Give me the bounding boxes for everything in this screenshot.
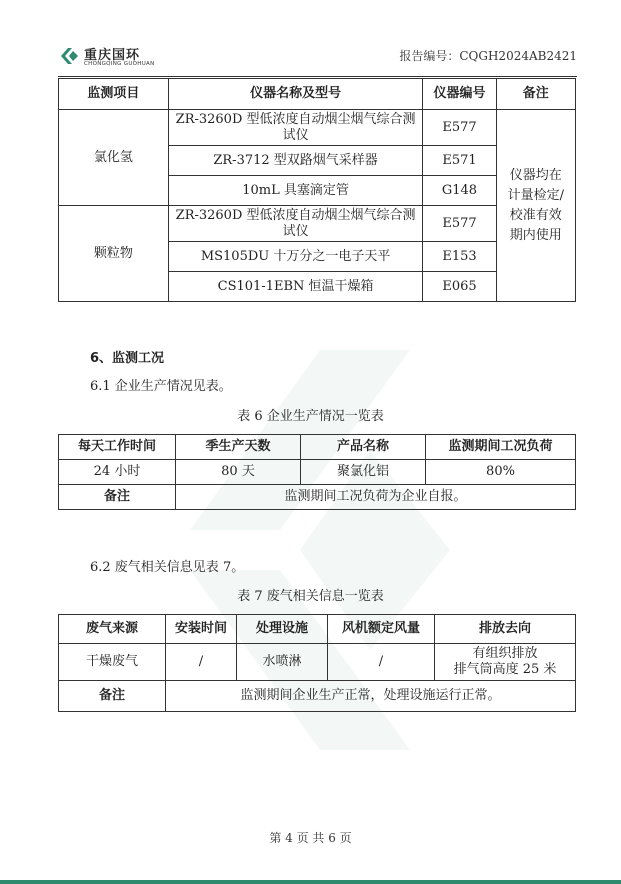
cell-work-hours: 24 小时 (59, 460, 176, 485)
instrument-id: G148 (423, 176, 496, 206)
instrument-name: MS105DU 十万分之一电子天平 (168, 242, 423, 272)
monitor-item-hcl: 氯化氢 (59, 110, 169, 206)
stack-height: 排气筒高度 25 米 (453, 662, 557, 677)
cell-treatment: 水喷淋 (237, 644, 328, 681)
instrument-remark: 仪器均在计量检定/校准有效期内使用 (496, 110, 575, 302)
table-row (59, 460, 576, 485)
logo-chinese-name: 重庆国环 (84, 48, 141, 63)
cell-install-time: / (166, 644, 237, 681)
header-treatment: 处理设施 (237, 615, 328, 644)
header-monitor-item: 监测项目 (59, 79, 169, 110)
instrument-name: 10mL 具塞滴定管 (168, 176, 423, 206)
header-instrument-name: 仪器名称及型号 (168, 79, 423, 110)
table-header-row (59, 79, 576, 110)
cell-production-days: 80 天 (176, 460, 301, 485)
cell-product-name: 聚氯化铝 (301, 460, 426, 485)
cell-fan-volume: / (328, 644, 435, 681)
header-fan-volume: 风机额定风量 (328, 615, 435, 644)
table-row (59, 110, 576, 146)
exhaust-gas-table (58, 614, 576, 712)
page-number: 第 4 页 共 6 页 (269, 831, 352, 845)
instrument-id: E577 (423, 206, 496, 242)
header-discharge: 排放去向 (435, 615, 576, 644)
logo-english-name: CHONGQING GUOHUAN (84, 61, 155, 67)
page-header (58, 42, 577, 78)
instrument-id: E065 (423, 272, 496, 302)
header-divider (58, 76, 577, 77)
table-header-row (59, 615, 576, 644)
monitor-item-particulate: 颗粒物 (59, 206, 169, 302)
instrument-id: E577 (423, 110, 496, 146)
note-text: 监测期间企业生产正常，处理设施运行正常。 (166, 681, 576, 712)
footer-accent-bar (0, 880, 621, 884)
cell-gas-source: 干燥废气 (59, 644, 166, 681)
discharge-type: 有组织排放 (472, 646, 538, 661)
header-gas-source: 废气来源 (59, 615, 166, 644)
note-label: 备注 (59, 485, 176, 510)
cell-load: 80% (426, 460, 576, 485)
instrument-name: ZR-3260D 型低浓度自动烟尘烟气综合测试仪 (168, 206, 423, 242)
header-remark: 备注 (496, 79, 575, 110)
production-table (58, 434, 576, 510)
guohuan-logo-icon (60, 46, 80, 66)
table-row (59, 485, 576, 510)
section-heading-6: 6、监测工况 (90, 351, 165, 366)
instrument-id: E571 (423, 146, 496, 176)
report-number: 报告编号：CQGH2024AB2421 (399, 49, 577, 63)
instrument-name: ZR-3260D 型低浓度自动烟尘烟气综合测试仪 (168, 110, 423, 146)
header-product-name: 产品名称 (301, 435, 426, 460)
paragraph-6-1: 6.1 企业生产情况见表。 (90, 379, 232, 394)
table-7-caption: 表 7 废气相关信息一览表 (237, 589, 384, 604)
table-row (59, 681, 576, 712)
table-row (59, 644, 576, 681)
instrument-id: E153 (423, 242, 496, 272)
note-text: 监测期间工况负荷为企业自报。 (176, 485, 576, 510)
company-logo (58, 42, 178, 72)
note-label: 备注 (59, 681, 166, 712)
instrument-name: CS101-1EBN 恒温干燥箱 (168, 272, 423, 302)
header-install-time: 安装时间 (166, 615, 237, 644)
header-production-days: 季生产天数 (176, 435, 301, 460)
instrument-table (58, 78, 576, 302)
header-load: 监测期间工况负荷 (426, 435, 576, 460)
header-work-hours: 每天工作时间 (59, 435, 176, 460)
table-6-caption: 表 6 企业生产情况一览表 (237, 409, 384, 424)
table-header-row (59, 435, 576, 460)
instrument-name: ZR-3712 型双路烟气采样器 (168, 146, 423, 176)
header-instrument-id: 仪器编号 (423, 79, 496, 110)
cell-discharge (435, 644, 576, 681)
paragraph-6-2: 6.2 废气相关信息见表 7。 (90, 560, 245, 575)
